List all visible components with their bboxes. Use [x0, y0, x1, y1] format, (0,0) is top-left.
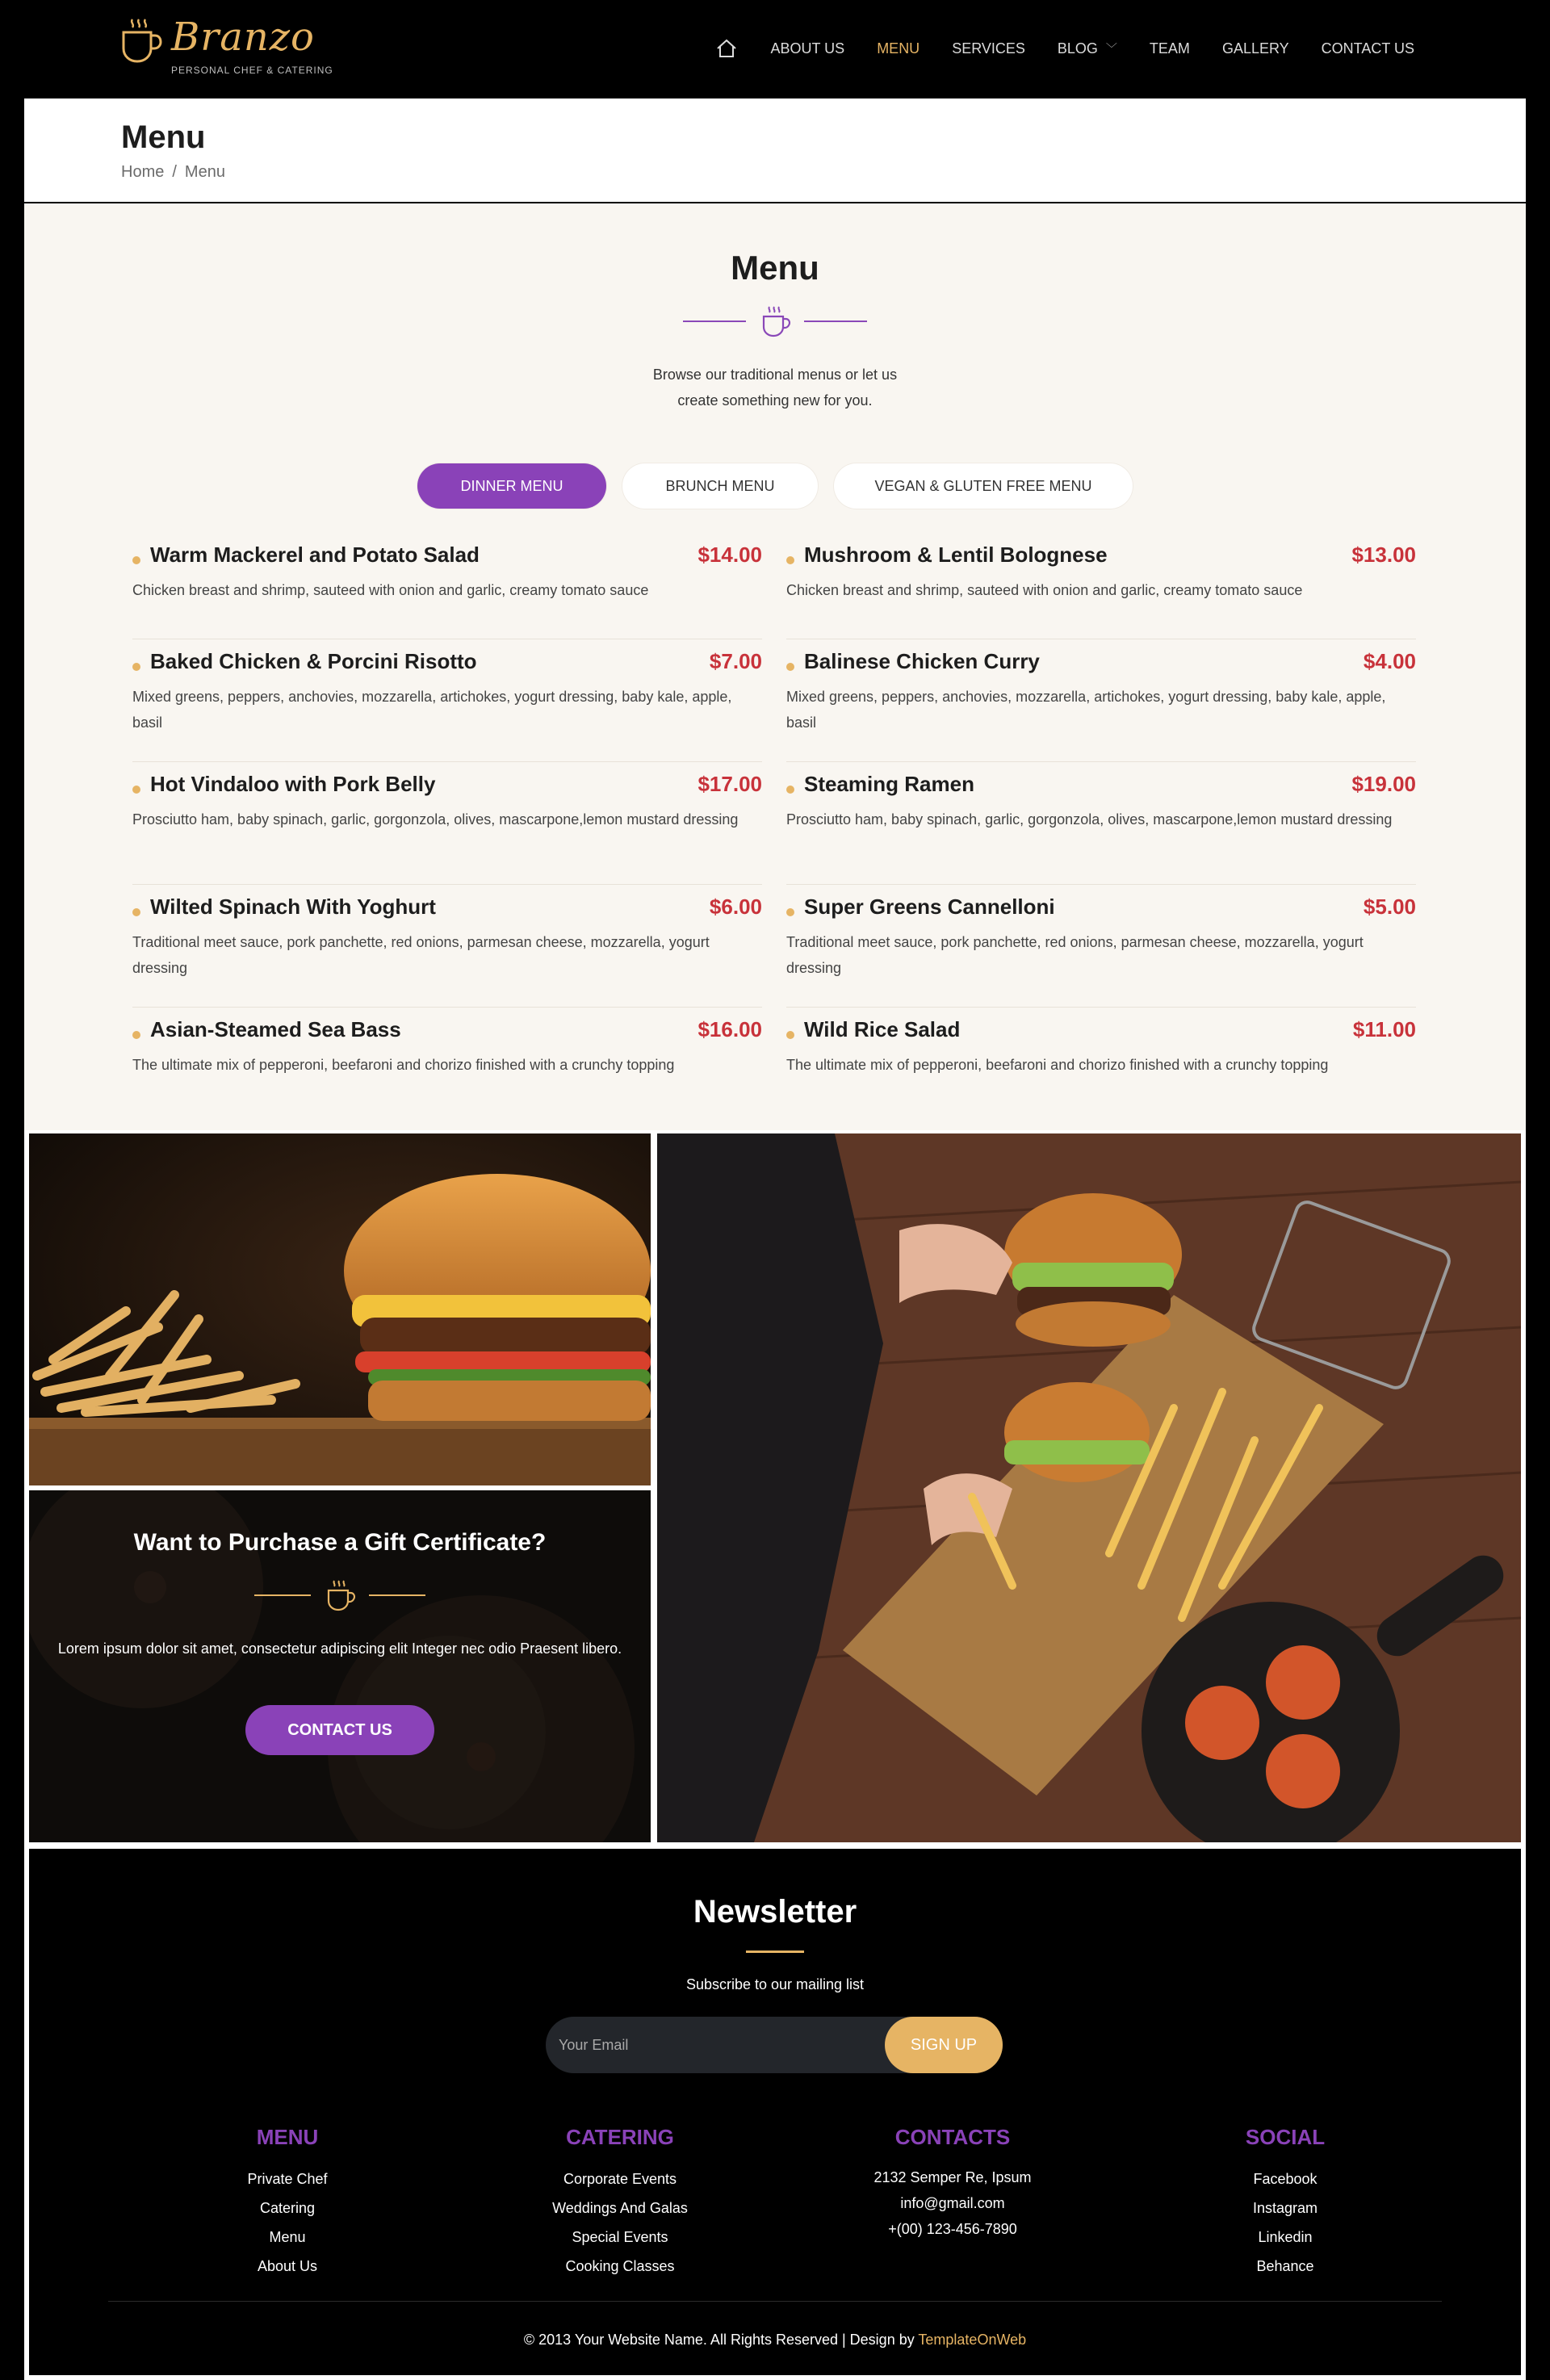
coffee-cup-icon: [757, 304, 793, 339]
gift-title: Want to Purchase a Gift Certificate?: [133, 1529, 547, 1556]
footer-link-private-chef[interactable]: Private Chef: [247, 2171, 328, 2187]
burger-hands-illustration: [657, 1133, 1521, 1842]
nav-services[interactable]: SERVICES: [952, 40, 1025, 57]
chevron-down-icon: ﹀: [1105, 42, 1117, 55]
footer-link-weddings[interactable]: Weddings And Galas: [552, 2200, 688, 2216]
newsletter-subtitle: Subscribe to our mailing list: [685, 1976, 865, 1992]
home-icon: [714, 36, 739, 61]
bullet-dot: [132, 1031, 140, 1039]
menu-intro-line: create something new for you.: [677, 392, 873, 409]
menu-item-desc: Chicken breast and shrimp, sauteed with onion and garlic, creamy tomato sauce: [786, 582, 1303, 598]
nav-blog-label: BLOG: [1057, 40, 1098, 57]
menu-item: [132, 762, 762, 885]
footer-phone[interactable]: +(00) 123-456-7890: [888, 2221, 1017, 2237]
newsletter-underline: [746, 1951, 804, 1953]
copyright-text: © 2013 Your Website Name. All Rights Reserved | Design by: [523, 2332, 915, 2348]
sign-up-button[interactable]: SIGN UP: [885, 2017, 1003, 2073]
bullet-dot: [132, 556, 140, 564]
nav-home[interactable]: [714, 36, 739, 61]
menu-item-price: $5.00: [1363, 895, 1416, 919]
menu-item-name: Mushroom & Lentil Bolognese: [804, 543, 1108, 567]
photo-gallery: [24, 1130, 1526, 1846]
footer-catering-column: [499, 2125, 741, 2281]
menu-item-price: $7.00: [709, 649, 762, 673]
menu-item-desc: Prosciutto ham, baby spinach, garlic, gorgonzola, olives, mascarpone,lemon mustard dressing: [786, 811, 1393, 828]
divider-line: [369, 1594, 425, 1596]
breadcrumb-current: Menu: [184, 163, 225, 181]
section-divider: [29, 1578, 651, 1613]
copyright: [29, 2332, 1521, 2349]
menu-item-desc: Traditional meet sauce, pork panchette, red onions, parmesan cheese, mozzarella, yogurt dressing: [786, 934, 1364, 976]
footer-link-special-events[interactable]: Special Events: [572, 2229, 668, 2245]
menu-item-desc: Traditional meet sauce, pork panchette, red onions, parmesan cheese, mozzarella, yogurt dressing: [132, 934, 710, 976]
menu-item-price: $17.00: [698, 772, 762, 796]
site-footer: [24, 1846, 1526, 2380]
menu-item-name: Steaming Ramen: [804, 772, 974, 796]
page-header: [24, 98, 1526, 202]
footer-link-cooking-classes[interactable]: Cooking Classes: [565, 2258, 675, 2274]
tab-brunch-menu[interactable]: BRUNCH MENU: [622, 463, 818, 509]
nav-team[interactable]: TEAM: [1149, 40, 1190, 57]
menu-item-desc: The ultimate mix of pepperoni, beefaroni and chorizo finished with a crunchy topping: [132, 1057, 675, 1073]
menu-item-desc: Prosciutto ham, baby spinach, garlic, gorgonzola, olives, mascarpone,lemon mustard dressing: [132, 811, 739, 828]
menu-intro: [24, 362, 1526, 413]
nav-about-us[interactable]: ABOUT US: [770, 40, 845, 57]
gift-body: Lorem ipsum dolor sit amet, consectetur adipiscing elit Integer nec odio Praesent libero.: [57, 1640, 622, 1657]
menu-intro-line: Browse our traditional menus or let us: [652, 367, 898, 383]
coffee-cup-icon: [322, 1578, 358, 1613]
nav-gallery[interactable]: GALLERY: [1221, 40, 1289, 57]
footer-catering-heading: CATERING: [566, 2125, 674, 2149]
bullet-dot: [786, 908, 794, 916]
logo[interactable]: [119, 13, 346, 82]
menu-item-name: Wild Rice Salad: [804, 1017, 961, 1041]
bullet-dot: [786, 663, 794, 671]
newsletter-form: [546, 2017, 1003, 2073]
menu-item-price: $19.00: [1351, 772, 1416, 796]
menu-item-price: $11.00: [1352, 1017, 1416, 1041]
menu-item-price: $16.00: [698, 1017, 762, 1041]
footer-contacts-heading: CONTACTS: [894, 2125, 1011, 2149]
footer-link-behance[interactable]: Behance: [1256, 2258, 1314, 2274]
menu-item: [132, 543, 762, 639]
page-title: Menu: [121, 119, 206, 155]
section-divider: [24, 304, 1526, 339]
breadcrumb: [121, 163, 225, 182]
menu-item-price: $14.00: [698, 543, 762, 567]
menu-item: [132, 1008, 762, 1078]
email-field[interactable]: [546, 2017, 885, 2073]
footer-address: 2132 Semper Re, Ipsum: [873, 2169, 1032, 2185]
footer-link-menu[interactable]: Menu: [269, 2229, 306, 2245]
footer-link-about-us[interactable]: About Us: [257, 2258, 318, 2274]
burger-hands-photo: [657, 1133, 1521, 1842]
menu-item: [786, 543, 1416, 639]
menu-item-price: $13.00: [1351, 543, 1416, 567]
menu-item-desc: Mixed greens, peppers, anchovies, mozzarella, artichokes, yogurt dressing, baby kale, apple, basil: [786, 689, 1386, 731]
bullet-dot: [132, 908, 140, 916]
brand-tagline: PERSONAL CHEF & CATERING: [171, 65, 333, 76]
menu-item: [786, 885, 1416, 1008]
tab-dinner-menu[interactable]: DINNER MENU: [417, 463, 606, 509]
footer-menu-column: [166, 2125, 408, 2281]
burger-fries-illustration: [29, 1133, 651, 1485]
menu-item-name: Asian-Steamed Sea Bass: [150, 1017, 401, 1041]
footer-link-instagram[interactable]: Instagram: [1252, 2200, 1318, 2216]
footer-social-column: [1164, 2125, 1406, 2281]
breadcrumb-separator: /: [172, 163, 177, 181]
menu-item-name: Wilted Spinach With Yoghurt: [150, 895, 436, 919]
divider-line: [254, 1594, 311, 1596]
bullet-dot: [132, 786, 140, 794]
footer-link-facebook[interactable]: Facebook: [1253, 2171, 1318, 2187]
main-nav: [682, 32, 1415, 65]
coffee-cup-icon: [119, 16, 163, 65]
menu-item-name: Balinese Chicken Curry: [804, 649, 1040, 673]
tab-vegan-gluten-free-menu[interactable]: VEGAN & GLUTEN FREE MENU: [834, 463, 1133, 509]
divider-line: [804, 321, 867, 322]
footer-email[interactable]: info@gmail.com: [900, 2195, 1005, 2211]
menu-item-name: Baked Chicken & Porcini Risotto: [150, 649, 477, 673]
brand-name: Branzo: [171, 15, 315, 60]
bullet-dot: [132, 663, 140, 671]
newsletter-title: Newsletter: [693, 1894, 857, 1930]
menu-heading: Menu: [731, 249, 819, 287]
nav-menu[interactable]: MENU: [877, 40, 920, 57]
menu-item: [786, 762, 1416, 885]
nav-blog[interactable]: [1058, 40, 1117, 57]
menu-tabs: [24, 463, 1526, 509]
menu-column-right: [786, 543, 1416, 1078]
breadcrumb-home[interactable]: Home: [121, 163, 165, 181]
menu-item: [132, 639, 762, 762]
footer-menu-heading: MENU: [256, 2125, 319, 2149]
gift-certificate-panel: [29, 1490, 651, 1842]
bullet-dot: [786, 786, 794, 794]
footer-link-linkedin[interactable]: Linkedin: [1258, 2229, 1313, 2245]
bullet-dot: [786, 556, 794, 564]
designer-credit-link[interactable]: TemplateOnWeb: [918, 2332, 1027, 2348]
menu-column-left: [132, 543, 762, 1078]
menu-item-desc: The ultimate mix of pepperoni, beefaroni and chorizo finished with a crunchy topping: [786, 1057, 1329, 1073]
bullet-dot: [786, 1031, 794, 1039]
footer-social-heading: SOCIAL: [1245, 2125, 1326, 2149]
menu-item: [132, 885, 762, 1008]
menu-item-desc: Chicken breast and shrimp, sauteed with onion and garlic, creamy tomato sauce: [132, 582, 649, 598]
menu-item-desc: Mixed greens, peppers, anchovies, mozzarella, artichokes, yogurt dressing, baby kale, apple, basil: [132, 689, 732, 731]
burger-fries-photo: [29, 1133, 651, 1485]
divider-line: [683, 321, 746, 322]
menu-item-price: $6.00: [709, 895, 762, 919]
footer-link-corporate-events[interactable]: Corporate Events: [563, 2171, 677, 2187]
contact-us-button[interactable]: CONTACT US: [245, 1705, 434, 1755]
menu-item-name: Warm Mackerel and Potato Salad: [150, 543, 480, 567]
footer-divider: [108, 2301, 1442, 2302]
menu-item-price: $4.00: [1363, 649, 1416, 673]
menu-item-name: Hot Vindaloo with Pork Belly: [150, 772, 436, 796]
menu-item: [786, 639, 1416, 762]
footer-contacts-column: [832, 2125, 1074, 2242]
menu-section: [24, 203, 1526, 1130]
footer-inner: [29, 1849, 1521, 2375]
footer-link-catering[interactable]: Catering: [259, 2200, 316, 2216]
nav-contact-us[interactable]: CONTACT US: [1321, 40, 1414, 57]
menu-item-name: Super Greens Cannelloni: [804, 895, 1055, 919]
site-header: [0, 0, 1550, 98]
menu-item: [786, 1008, 1416, 1078]
